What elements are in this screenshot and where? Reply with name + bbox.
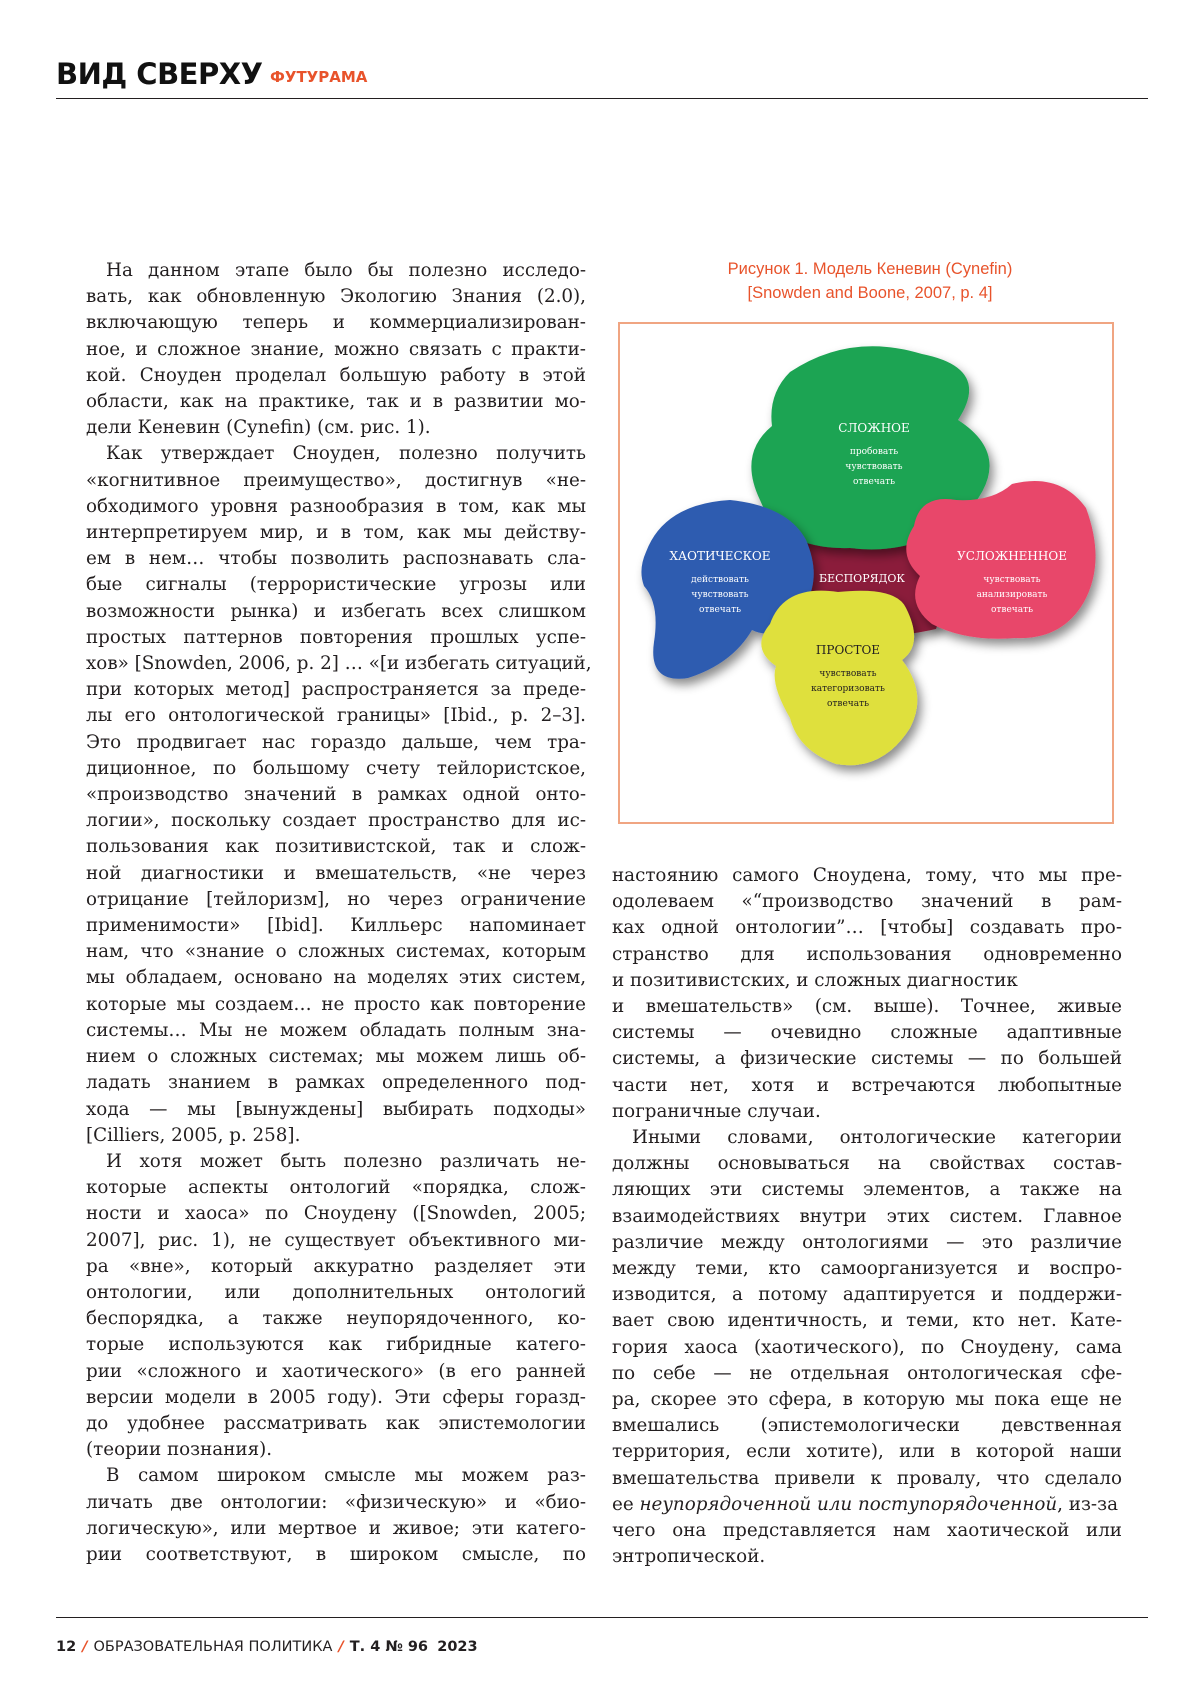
simple-title: ПРОСТОЕ — [816, 643, 880, 657]
text-line: нам, что «знание о сложных системах, которым — [86, 939, 586, 965]
text-line: настоянию самого Сноудена, тому, что мы пре- — [612, 863, 1122, 889]
complicated-title: УСЛОЖНЕННОЕ — [957, 549, 1067, 563]
text-line: взаимодействиях внутри этих систем. Главное — [612, 1204, 1122, 1230]
text-line: На данном этапе было бы полезно исследо- — [86, 258, 586, 284]
issue-number: Т. 4 № 96 — [350, 1639, 428, 1655]
text-line: «производство значений в рамках одной онто- — [86, 782, 586, 808]
caption-line: [Snowden and Boone, 2007, p. 4] — [610, 281, 1130, 305]
text-line: хода — мы [вынуждены] выбирать подходы» — [86, 1097, 586, 1123]
text-line: хов» [Snowden, 2006, p. 2] … «[и избегать ситуаций, — [86, 651, 586, 677]
text-line: изводится, а потому адаптируется и поддержи- — [612, 1282, 1122, 1308]
text-line: рии соответствуют, в широком смысле, по — [86, 1542, 586, 1568]
text-line: И хотя может быть полезно различать не- — [86, 1149, 586, 1175]
text-line: вмешательства привели к провалу, что сделало — [612, 1466, 1122, 1492]
text-line: которые мы создаем… не просто как повторение — [86, 992, 586, 1018]
cynefin-figure — [618, 322, 1114, 824]
text-line: ем в нем… чтобы позволить распознавать сла- — [86, 546, 586, 572]
text-line: логическую», или мертвое и живое; эти катего- — [86, 1516, 586, 1542]
text-line: вмешались (эпистемологически девственная — [612, 1413, 1122, 1439]
text-line: вать, как обновленную Экологию Знания (2.0), — [86, 284, 586, 310]
simple-action: отвечать — [827, 699, 869, 709]
text-line: которые аспекты онтологий «порядка, слож- — [86, 1175, 586, 1201]
running-header — [56, 52, 1148, 99]
footer-line — [56, 1639, 478, 1655]
complicated-action: отвечать — [991, 605, 1033, 615]
text-line: отрицание [тейлоризм], но через ограничение — [86, 887, 586, 913]
text-line: онтологии, или дополнительных онтологий — [86, 1280, 586, 1306]
text-fragment: ее — [612, 1494, 639, 1515]
text-line: логии», поскольку создает пространство для ис- — [86, 808, 586, 834]
page-number: 12 — [56, 1639, 76, 1655]
text-line: должны основываться на свойствах состав- — [612, 1151, 1122, 1177]
left-column — [86, 258, 586, 1568]
text-line: лы его онтологической границы» [Ibid., p. 2–3]. — [86, 703, 586, 729]
text-line: Иными словами, онтологические категории — [612, 1125, 1122, 1151]
text-line: [Cilliers, 2005, p. 258]. — [86, 1123, 586, 1149]
text-line: части нет, хотя и встречаются любопытные — [612, 1073, 1122, 1099]
text-line: рии «сложного и хаотического» (в его ранней — [86, 1359, 586, 1385]
text-fragment: , из-за — [1057, 1494, 1118, 1515]
separator-slash: / — [332, 1639, 349, 1655]
page-footer — [56, 1617, 1148, 1618]
text-line: интерпретируем мир, и в том, как мы действу- — [86, 520, 586, 546]
text-line: области, как на практике, так и в развитии мо- — [86, 389, 586, 415]
text-line: ра, скорее это сфера, в которую мы пока еще не — [612, 1387, 1122, 1413]
text-line: В самом широком смысле мы можем раз- — [86, 1463, 586, 1489]
cynefin-diagram — [620, 324, 1112, 822]
text-line: беспорядка, а также неупорядоченного, ко- — [86, 1306, 586, 1332]
text-line: простых паттернов повторения прошлых успе- — [86, 625, 586, 651]
caption-line: Рисунок 1. Модель Кеневин (Cynefin) — [610, 257, 1130, 281]
chaotic-action: чувствовать — [691, 590, 748, 600]
complex-title: СЛОЖНОЕ — [838, 421, 910, 435]
italic-phrase: неупорядоченной или поступорядоченной — [639, 1494, 1057, 1515]
text-line: кой. Сноуден проделал большую работу в этой — [86, 363, 586, 389]
text-line: дели Кеневин (Cynefin) (см. рис. 1). — [86, 415, 586, 441]
text-line: территория, если хотите), или в которой наши — [612, 1439, 1122, 1465]
text-line: ной диагностики и вмешательств, «не через — [86, 861, 586, 887]
text-line: по себе — не отдельная онтологическая сфе- — [612, 1361, 1122, 1387]
text-line: обходимого уровня разнообразия в том, как мы — [86, 494, 586, 520]
text-line: вает свою идентичность, и теми, кто нет. Кате- — [612, 1308, 1122, 1334]
text-line: при которых метод] распространяется за преде- — [86, 677, 586, 703]
text-line: ра «вне», который аккуратно разделяет эти — [86, 1254, 586, 1280]
text-line: ности и хаоса» по Сноудену ([Snowden, 2005; — [86, 1201, 586, 1227]
chaotic-title: ХАОТИЧЕСКОЕ — [669, 549, 770, 563]
text-line: и позитивистских, и сложных диагностик — [612, 968, 1122, 994]
text-line: одолеваем «“производство значений в рам- — [612, 889, 1122, 915]
text-line: и вмешательств» (см. выше). Точнее, живые — [612, 994, 1122, 1020]
complex-action: чувствовать — [845, 462, 902, 472]
text-line: гория хаоса (хаотического), по Сноудену, сама — [612, 1335, 1122, 1361]
text-line: нием о сложных системах; мы можем лишь об- — [86, 1044, 586, 1070]
journal-name: ОБРАЗОВАТЕЛЬНАЯ ПОЛИТИКА — [93, 1639, 332, 1655]
figure-caption — [610, 257, 1130, 305]
chaotic-action: отвечать — [699, 605, 741, 615]
text-line: личать две онтологии: «физическую» и «био- — [86, 1490, 586, 1516]
text-line: мы обладаем, основано на моделях этих систем, — [86, 965, 586, 991]
text-line: Это продвигает нас гораздо дальше, чем тра- — [86, 730, 586, 756]
text-line: применимости» [Ibid]. Килльерс напоминает — [86, 913, 586, 939]
text-line: ладать знанием в рамках определенного под- — [86, 1070, 586, 1096]
text-line: странство для использования одновременно — [612, 942, 1122, 968]
complex-action: пробовать — [850, 446, 898, 457]
simple-action: чувствовать — [819, 669, 876, 679]
text-line: до удобнее рассматривать как эпистемологии — [86, 1411, 586, 1437]
text-line: системы, а физические системы — по большей — [612, 1046, 1122, 1072]
text-line: включающую теперь и коммерциализирован- — [86, 310, 586, 336]
text-line: «когнитивное преимущество», достигнув «не- — [86, 468, 586, 494]
issue-year: 2023 — [437, 1639, 477, 1655]
text-line: бые сигналы (террористические угрозы или — [86, 572, 586, 598]
header-section: ФУТУРАМА — [270, 68, 367, 86]
text-line: пограничные случаи. — [612, 1099, 1122, 1125]
text-line: между теми, кто самоорганизуется и воспро- — [612, 1256, 1122, 1282]
text-line: системы… Мы не можем обладать полным зна- — [86, 1018, 586, 1044]
text-line: ное, и сложное знание, можно связать с практи- — [86, 337, 586, 363]
text-line: (теории познания). — [86, 1437, 586, 1463]
disorder-title: БЕСПОРЯДОК — [819, 572, 905, 585]
text-line: диционное, по большому счету тейлористское, — [86, 756, 586, 782]
complicated-action: анализировать — [977, 590, 1048, 600]
text-line: ках одной онтологии”… [чтобы] создавать про- — [612, 915, 1122, 941]
text-line: различие между онтологиями — это различие — [612, 1230, 1122, 1256]
complex-action: отвечать — [853, 477, 895, 487]
text-line: торые используются как гибридные катего- — [86, 1332, 586, 1358]
text-line — [612, 1492, 1122, 1518]
header-title: ВИД СВЕРХУ — [56, 57, 262, 91]
text-line: Как утверждает Сноуден, полезно получить — [86, 441, 586, 467]
complicated-action: чувствовать — [983, 575, 1040, 585]
text-line: энтропической. — [612, 1544, 1122, 1570]
text-line: возможности рынка) и избегать всех слишком — [86, 599, 586, 625]
text-line: системы — очевидно сложные адаптивные — [612, 1020, 1122, 1046]
text-line: чего она представляется нам хаотической или — [612, 1518, 1122, 1544]
chaotic-action: действовать — [691, 575, 749, 585]
right-column — [612, 863, 1122, 1570]
text-line: пользования как позитивистской, так и слож- — [86, 834, 586, 860]
text-line: версии модели в 2005 году). Эти сферы горазд- — [86, 1385, 586, 1411]
simple-action: категоризовать — [811, 684, 885, 694]
separator-slash: / — [76, 1639, 93, 1655]
text-line: ляющих эти системы элементов, а также на — [612, 1177, 1122, 1203]
text-line: 2007], рис. 1), не существует объективного ми- — [86, 1228, 586, 1254]
